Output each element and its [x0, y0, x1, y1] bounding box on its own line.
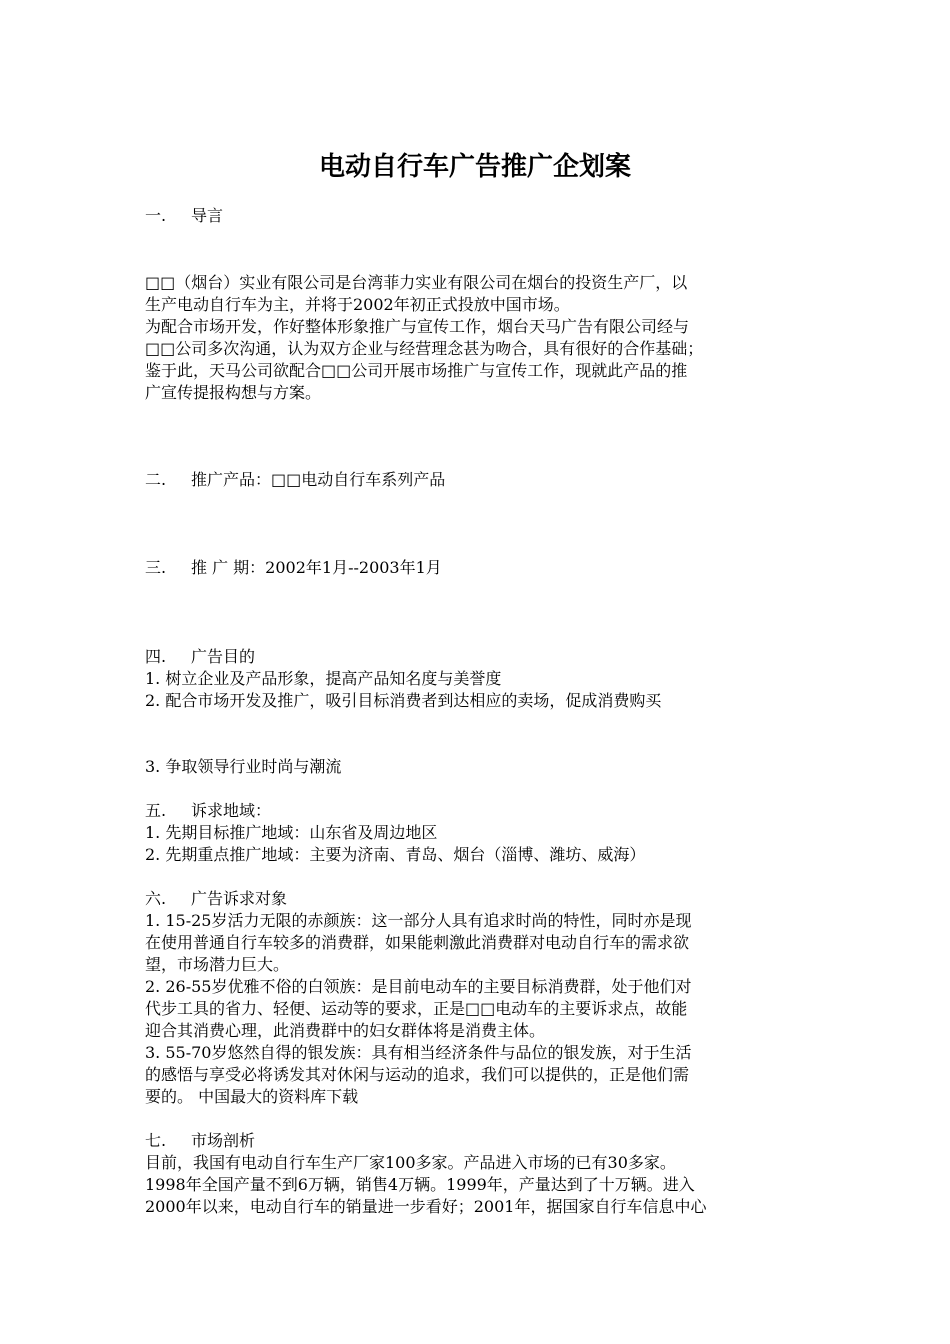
paragraph-line: 3. 55-70岁悠然自得的银发族：具有相当经济条件与品位的银发族，对于生活 — [145, 1043, 692, 1062]
paragraph-line: 1998年全国产量不到6万辆，销售4万辆。1999年，产量达到了十万辆。进入 — [145, 1175, 695, 1194]
paragraph-line: 的感悟与享受必将诱发其对休闲与运动的追求，我们可以提供的，正是他们需 — [145, 1065, 690, 1084]
paragraph-line: 2. 26-55岁优雅不俗的白领族：是目前电动车的主要目标消费群，处于他们对 — [145, 977, 692, 996]
paragraph-line: 代步工具的省力、轻便、运动等的要求，正是□□电动车的主要诉求点，故能 — [145, 999, 688, 1018]
list-item: 2. 配合市场开发及推广，吸引目标消费者到达相应的卖场，促成消费购买 — [145, 691, 662, 710]
intro-line: 广宣传提报构想与方案。 — [145, 383, 322, 402]
section-number: 三. — [145, 558, 167, 577]
intro-line: 鉴于此，天马公司欲配合□□公司开展市场推广与宣传工作，现就此产品的推 — [145, 361, 688, 380]
section-heading-5 — [145, 800, 825, 822]
paragraph-line: 在使用普通自行车较多的消费群，如果能刺激此消费群对电动自行车的需求欲 — [145, 933, 690, 952]
section-heading-3 — [145, 557, 825, 579]
section-title: 导言 — [191, 206, 224, 225]
section-title: 推广产品：□□电动自行车系列产品 — [191, 470, 446, 489]
paragraph-line: 1. 15-25岁活力无限的赤颜族：这一部分人具有追求时尚的特性，同时亦是现 — [145, 911, 692, 930]
paragraph-line: 要的。 中国最大的资料库下载 — [145, 1087, 359, 1106]
intro-line: 生产电动自行车为主，并将于2002年初正式投放中国市场。 — [145, 295, 570, 314]
list-item: 1. 先期目标推广地域：山东省及周边地区 — [145, 823, 438, 842]
section-number: 六. — [145, 889, 167, 908]
section-heading-6 — [145, 888, 825, 910]
section-title: 诉求地域： — [191, 801, 272, 820]
intro-line: 为配合市场开发，作好整体形象推广与宣传工作，烟台天马广告有限公司经与 — [145, 317, 690, 336]
section-number: 五. — [145, 801, 167, 820]
intro-line: □□公司多次沟通，认为双方企业与经营理念甚为吻合，具有很好的合作基础； — [145, 339, 704, 358]
section-heading-4 — [145, 646, 825, 668]
section-number: 二. — [145, 470, 167, 489]
section-heading-7 — [145, 1130, 825, 1152]
paragraph-line: 迎合其消费心理，此消费群中的妇女群体将是消费主体。 — [145, 1021, 546, 1040]
document-title: 电动自行车广告推广企划案 — [318, 152, 631, 182]
section-number: 四. — [145, 647, 167, 666]
section-title: 广告诉求对象 — [191, 889, 288, 908]
list-item: 3. 争取领导行业时尚与潮流 — [145, 757, 342, 776]
list-item: 1. 树立企业及产品形象，提高产品知名度与美誉度 — [145, 669, 502, 688]
section-number: 一. — [145, 206, 167, 225]
section-heading-1 — [145, 205, 825, 227]
section-title: 推 广 期：2002年1月--2003年1月 — [191, 558, 442, 577]
section-title: 广告目的 — [191, 647, 256, 666]
intro-line: □□（烟台）实业有限公司是台湾菲力实业有限公司在烟台的投资生产厂，以 — [145, 273, 688, 292]
section-heading-2 — [145, 469, 825, 491]
list-item: 2. 先期重点推广地域：主要为济南、青岛、烟台（淄博、潍坊、威海） — [145, 845, 646, 864]
section-number: 七. — [145, 1131, 167, 1150]
paragraph-line: 2000年以来，电动自行车的销量进一步看好；2001年，据国家自行车信息中心 — [145, 1197, 707, 1216]
section-title: 市场剖析 — [191, 1131, 256, 1150]
paragraph-line: 望，市场潜力巨大。 — [145, 955, 290, 974]
paragraph-line: 目前，我国有电动自行车生产厂家100多家。产品进入市场的已有30多家。 — [145, 1153, 676, 1172]
